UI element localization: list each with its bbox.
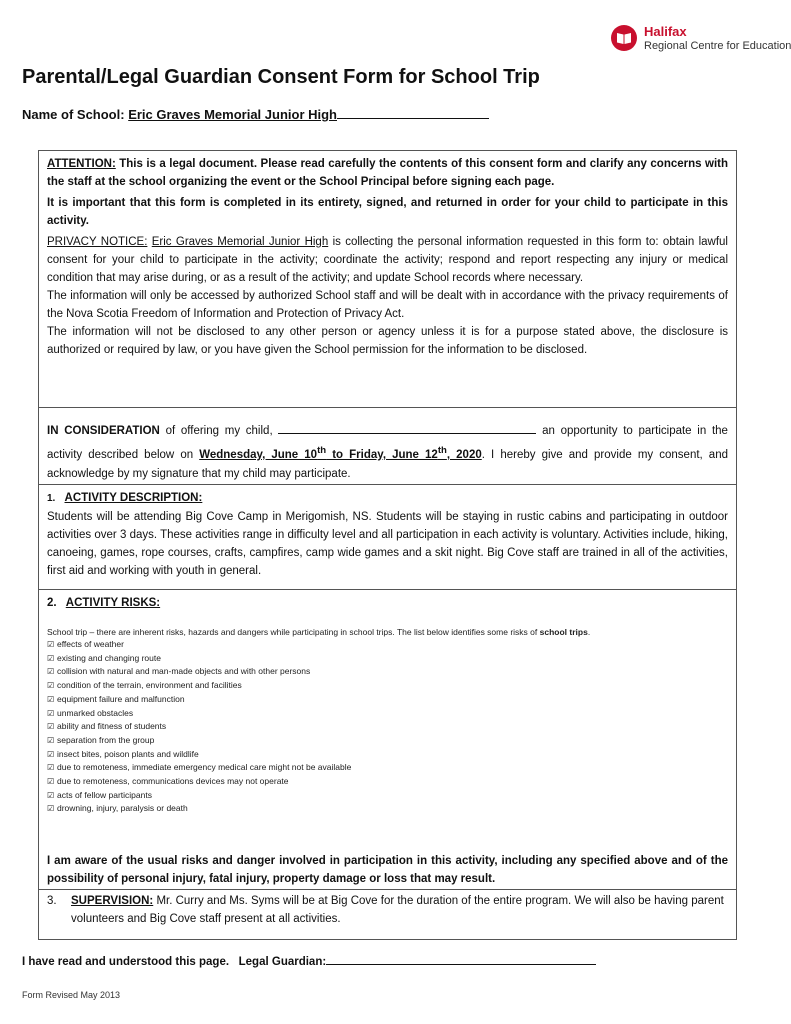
risk-item-text: acts of fellow participants: [57, 789, 152, 800]
school-name-value: Eric Graves Memorial Junior High: [128, 107, 337, 122]
risk-item: [47, 748, 728, 762]
risk-item: [47, 734, 728, 748]
activity-description-heading: [47, 489, 728, 508]
risks-intro-bold: school trips: [539, 627, 588, 637]
checkbox-icon: ☑: [47, 804, 55, 814]
book-logo-icon: [610, 24, 638, 52]
activity-number: 1.: [47, 493, 56, 504]
risks-intro-end: .: [587, 627, 591, 637]
risk-item: [47, 720, 728, 734]
risks-number: 2.: [47, 597, 57, 609]
attention-privacy-section: [38, 150, 737, 408]
risk-item-text: ability and fitness of students: [57, 721, 167, 732]
school-name-blank: [337, 106, 489, 119]
risk-item-text: equipment failure and malfunction: [57, 693, 185, 704]
risk-item-text: existing and changing route: [57, 652, 161, 663]
risk-item: [47, 652, 728, 666]
child-name-field[interactable]: [278, 422, 536, 434]
checkbox-icon: ☑: [47, 749, 55, 759]
trip-date-year: , 2020: [446, 448, 482, 461]
checkbox-icon: ☑: [47, 763, 55, 773]
checkbox-icon: ☑: [47, 722, 55, 732]
trip-dates: [199, 445, 482, 461]
privacy-text: is collecting the personal information requested in this form to: obtain lawful consent for your child to participate in the activity; coordinate the activity; respond and report respecting any injury or medical condition that may arise during, or as a result of the activity; and update School records where necessary.: [47, 236, 728, 284]
logo-text-halifax: Halifax: [644, 24, 687, 39]
risk-item-text: due to remoteness, immediate emergency medical care might not be available: [57, 762, 352, 773]
risk-item-text: due to remoteness, communications devices may not operate: [57, 776, 289, 787]
legal-guardian-signature-field[interactable]: [326, 953, 596, 965]
activity-description-text: Students will be attending Big Cove Camp in Merigomish, NS. Students will be staying in rustic cabins and participating in outdoor activities over 3 days. These activities range in difficulty level and all participation in each activity is voluntary. Activities include, hiking, canoeing, games, rope courses, crafts, campfires, camp wide games and a skit night. Big Cove staff are trained in all of the activities, first aid and working with youth in general.: [47, 511, 728, 577]
consideration-text-b: an opportunity to participate in the activity described below on: [47, 425, 728, 461]
risk-item-text: drowning, injury, paralysis or death: [57, 803, 188, 814]
checkbox-icon: ☑: [47, 708, 55, 718]
signature-statement: I have read and understood this page.: [22, 956, 230, 968]
trip-date-end-suffix: th: [437, 445, 447, 456]
signature-row: [22, 953, 596, 968]
checkbox-icon: ☑: [47, 640, 55, 649]
legal-guardian-label: Legal Guardian:: [238, 956, 327, 968]
consideration-paragraph: [47, 422, 728, 484]
risk-item: [47, 693, 728, 707]
risk-item: [47, 775, 728, 789]
supervision-text: Mr. Curry and Ms. Syms will be at Big Cove for the duration of the entire program. We will also be having parent volunteers and Big Cove staff present at all activities.: [71, 895, 724, 925]
attention-paragraph: [47, 155, 728, 191]
risk-item: [47, 789, 728, 803]
supervision-section: [38, 890, 737, 940]
risk-item-text: condition of the terrain, environment and facilities: [57, 680, 242, 691]
school-name-row: [22, 106, 489, 122]
trip-date-start: Wednesday, June 10: [199, 448, 318, 461]
risk-item-text: insect bites, poison plants and wildlife: [57, 748, 199, 759]
checkbox-icon: ☑: [47, 694, 55, 704]
privacy-label: PRIVACY NOTICE:: [47, 236, 148, 248]
risk-item-text: collision with natural and man-made objects and with other persons: [57, 666, 311, 677]
supervision-number: 3.: [47, 895, 57, 907]
checkbox-icon: ☑: [47, 777, 55, 787]
activity-risks-section: [38, 590, 737, 890]
consideration-label: IN CONSIDERATION: [47, 425, 160, 437]
privacy-paragraph: [47, 233, 728, 287]
consideration-text-c: . I hereby give and provide my consent, and acknowledge by my signature that my child may participate.: [47, 448, 728, 480]
consideration-text-a: of offering my child,: [165, 425, 273, 437]
consideration-section: [38, 408, 737, 485]
privacy-access-paragraph: The information will only be accessed by authorized School staff and will be dealt with in accordance with the privacy requirements of the Nova Scotia Freedom of Information and Protection of Privacy Act.: [47, 290, 728, 320]
checkbox-icon: ☑: [47, 681, 55, 691]
attention-text: This is a legal document. Please read carefully the contents of this consent form and clarify any concerns with the staff at the school organizing the event or the School Principal before signing each page.: [47, 158, 728, 188]
checkbox-icon: ☑: [47, 667, 55, 677]
supervision-heading: SUPERVISION:: [71, 895, 154, 907]
risks-heading: ACTIVITY RISKS:: [65, 597, 161, 609]
risk-item: [47, 802, 728, 816]
important-paragraph: It is important that this form is completed in its entirety, signed, and returned in order for your child to participate in this activity.: [47, 197, 728, 227]
risk-item-text: unmarked obstacles: [57, 707, 134, 718]
risks-awareness-statement: I am aware of the usual risks and danger involved in participation in this activity, including any specified above and of the possibility of personal injury, fatal injury, property damage or loss that may result.: [47, 855, 728, 886]
school-name-label: Name of School:: [22, 107, 125, 122]
supervision-row: [47, 892, 728, 928]
trip-date-end: to Friday, June 12: [326, 448, 438, 461]
risk-item: [47, 761, 728, 775]
risk-item: [47, 707, 728, 721]
risk-list: [47, 638, 728, 816]
risk-item: [47, 638, 728, 652]
privacy-disclosure-paragraph: The information will not be disclosed to any other person or agency unless it is for a purpose stated above, the disclosure is authorized or required by law, or you have given the School permission for the information to be disclosed.: [47, 326, 728, 356]
risks-intro: [47, 626, 728, 638]
hrce-logo: [610, 22, 791, 62]
activity-risks-heading: [47, 594, 728, 612]
supervision-text-block: [71, 892, 728, 928]
privacy-school: Eric Graves Memorial Junior High: [151, 236, 329, 248]
activity-description-section: [38, 485, 737, 590]
page-title: Parental/Legal Guardian Consent Form for School Trip: [22, 66, 540, 88]
risk-item-text: effects of weather: [57, 639, 124, 649]
risk-item: [47, 665, 728, 679]
attention-label: ATTENTION:: [47, 158, 116, 170]
risk-item: [47, 679, 728, 693]
activity-heading: ACTIVITY DESCRIPTION:: [64, 492, 203, 504]
checkbox-icon: ☑: [47, 790, 55, 800]
risk-item-text: separation from the group: [57, 734, 155, 745]
trip-date-start-suffix: th: [317, 445, 327, 456]
form-revision-footer: Form Revised May 2013: [22, 990, 121, 1000]
logo-text-rce: Regional Centre for Education: [644, 40, 791, 52]
checkbox-icon: ☑: [47, 653, 55, 663]
checkbox-icon: ☑: [47, 735, 55, 745]
risks-intro-text: School trip – there are inherent risks, hazards and dangers while participating in school trips. The list below identifies some risks of: [47, 627, 538, 637]
